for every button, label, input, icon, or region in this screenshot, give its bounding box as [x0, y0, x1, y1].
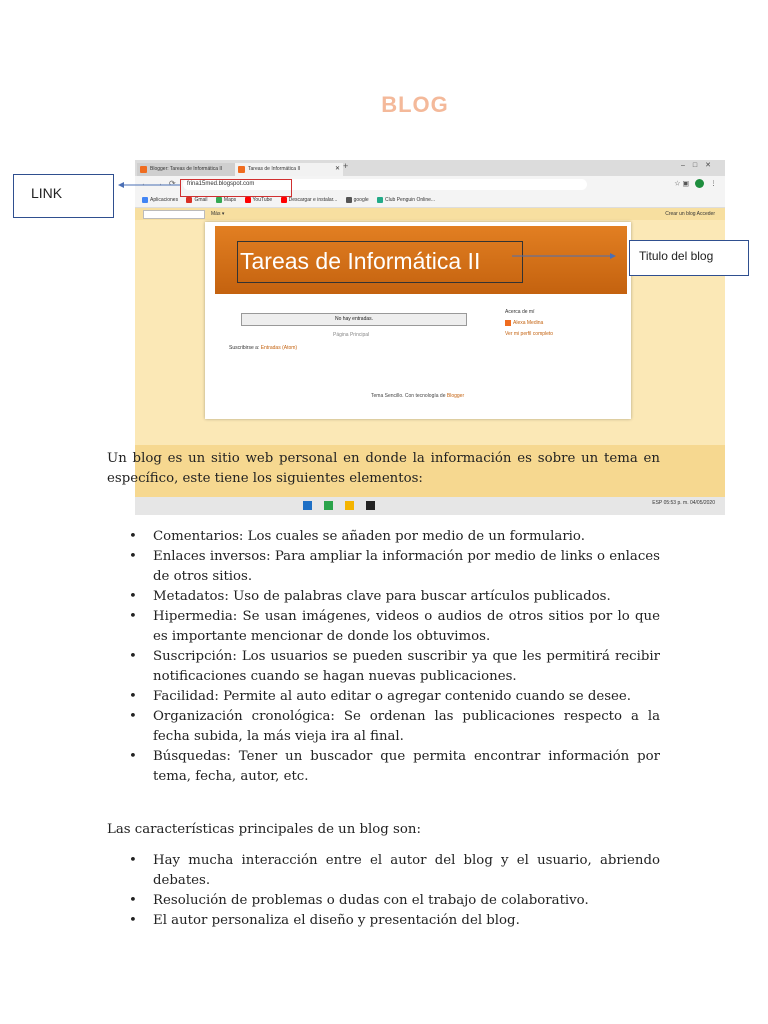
- list-item: • Hay mucha interacción entre el autor del blog y el usuario, abriendo debates.: [107, 851, 660, 891]
- navbar-links[interactable]: Crear un blog Acceder: [665, 211, 715, 217]
- document-title: BLOG: [381, 92, 449, 117]
- url-input[interactable]: frina15med.blogspot.com: [183, 179, 587, 190]
- title-arrow-head: [610, 253, 616, 259]
- new-tab-icon[interactable]: +: [343, 161, 349, 171]
- blog-title[interactable]: Tareas de Informática II: [237, 241, 523, 283]
- window-controls-icon[interactable]: –□✕: [681, 162, 719, 169]
- elements-list: [107, 527, 660, 787]
- characteristics-intro: Las características principales de un blog son:: [107, 822, 421, 837]
- list-item: • Resolución de problemas o dudas con el trabajo de colaborativo.: [107, 891, 660, 911]
- system-tray: ESP 05:53 p. m. 04/05/2020: [652, 500, 715, 506]
- theme-footer: Tema Sencillo. Con tecnología de Blogger: [371, 393, 465, 399]
- title-label: Titulo del blog: [639, 249, 714, 263]
- about-heading: Acerca de mí: [505, 309, 535, 315]
- bookmark-item[interactable]: Gmail: [186, 193, 207, 207]
- tab-blogger[interactable]: Blogger: Tareas de Informática II: [137, 163, 245, 176]
- browser-actions-icon[interactable]: ☆ ▣ ⋮: [674, 180, 717, 188]
- bookmark-item[interactable]: google: [346, 193, 369, 207]
- close-icon[interactable]: ✕: [334, 166, 340, 172]
- list-item: • Organización cronológica: Se ordenan las publicaciones respecto a la fecha subida, la más vieja ira al final.: [107, 707, 660, 747]
- link-arrow-head: [118, 182, 124, 188]
- no-entries-box: No hay entradas.: [241, 313, 467, 326]
- bookmark-item[interactable]: Club Penguin Online...: [377, 193, 435, 207]
- tab-blog[interactable]: Tareas de Informática II ✕: [235, 163, 343, 176]
- intro-paragraph: Un blog es un sitio web personal en donde la información es sobre un tema en específico, este tiene los siguientes elementos:: [107, 451, 660, 486]
- list-item: • Comentarios: Los cuales se añaden por medio de un formulario.: [107, 527, 660, 547]
- blogger-link[interactable]: Blogger: [446, 393, 465, 399]
- subscribe-link[interactable]: Entradas (Atom): [260, 345, 298, 351]
- list-item: • Búsquedas: Tener un buscador que permita encontrar información por tema, fecha, autor, etc.: [107, 747, 660, 787]
- characteristics-list: [107, 851, 660, 931]
- link-label: LINK: [31, 185, 63, 201]
- subscribe-line: Suscribirse a: Entradas (Atom): [229, 345, 298, 351]
- list-item: • Hipermedia: Se usan imágenes, videos o audios de otros sitios por lo que es importante mencionar de donde los obtuvimos.: [107, 607, 660, 647]
- list-item: • Enlaces inversos: Para ampliar la información por medio de links o enlaces de otros sitios.: [107, 547, 660, 587]
- bookmark-item[interactable]: Descargar e instalar...: [281, 193, 338, 207]
- author-link[interactable]: Alexa Medina: [513, 320, 544, 326]
- profile-link[interactable]: Ver mi perfil completo: [505, 331, 554, 337]
- bookmark-item[interactable]: Maps: [216, 193, 236, 207]
- nav-arrows-icon[interactable]: ←→⟳: [141, 179, 182, 188]
- bookmark-item[interactable]: YouTube: [245, 193, 273, 207]
- list-item: • Suscripción: Los usuarios se pueden suscribir ya que les permitirá recibir notificaciones cuando se hagan nuevas publicaciones.: [107, 647, 660, 687]
- list-item: • Metadatos: Uso de palabras clave para buscar artículos publicados.: [107, 587, 660, 607]
- list-item: • El autor personaliza el diseño y presentación del blog.: [107, 911, 660, 931]
- more-menu[interactable]: Más ▾: [211, 211, 225, 217]
- list-item: • Facilidad: Permite al auto editar o agregar contenido cuando se desee.: [107, 687, 660, 707]
- main-page-link[interactable]: Página Principal: [333, 332, 370, 338]
- bookmark-item[interactable]: Aplicaciones: [142, 193, 178, 207]
